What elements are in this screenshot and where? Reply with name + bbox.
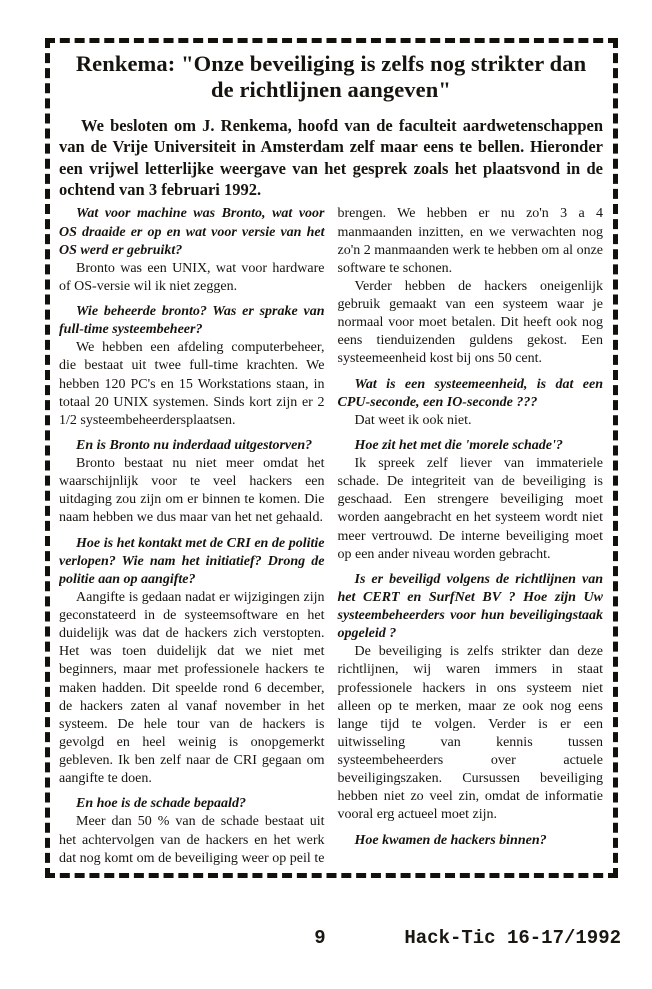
answer-paragraph: We hebben een afdeling computerbeheer, die bestaat uit twee full-time krachten. We hebben 120 PC's en 15 Workstations staan, in totaal 20 UNIX systemen. Sinds kort zijn er 2 1/2 systeembeheerdersplaatsen. (59, 340, 325, 428)
footer-journal-title: Hack-Tic 16-17/1992 (404, 927, 621, 949)
question-paragraph: En hoe is de schade bepaald? (76, 796, 246, 812)
question-paragraph: Wie beheerde bronto? Was er sprake van full-time systeembeheer? (59, 304, 325, 338)
question-paragraph: Hoe is het kontakt met de CRI en de politie verlopen? Wie nam het initiatief? Drong de politie aan op aangifte? (59, 535, 325, 587)
question-paragraph: Wat is een systeemeenheid, is dat een CPU-seconde, een IO-seconde ??? (337, 376, 603, 410)
article-intro: We besloten om J. Renkema, hoofd van de faculteit aardwetenschappen van de Vrije Universiteit in Amsterdam zelf maar eens te bellen. Hieronder een vrijwel letterlijke weergave van het gesprek zoals het plaatsvond in de ochtend van 3 februari 1992. (59, 115, 603, 199)
footer-page-number: 9 (314, 927, 326, 949)
answer-paragraph: Meer dan 50 % van de schade bestaat uit het achtervolgen van de hackers en het werk dat nog komt om de beveiliging weer op peil te brengen. We hebben er nu zo'n 3 a 4 manmaanden inzitten, en we verwachten nog zo'n 2 manmaanden werk te hebben om al onze software te schonen. (59, 206, 603, 866)
answer-paragraph: Bronto was een UNIX, wat voor hardware of OS-versie wil ik niet zeggen. (59, 260, 325, 294)
answer-paragraph: Aangifte is gedaan nadat er wijzigingen zijn geconstateerd in de systeemsoftware en het duidelijk was dat de hackers zich verstopten. Het was toen duidelijk dat we niet met beginners, maar met professionele hackers te maken hadden. Dit speelde rond 6 december, de hackers zaten al vanaf november in het systeem. De hele tour van de hackers is gevolgd en heel weinig is onopgemerkt gebleven. Ik ben zelf naar de CRI gegaan om aangifte te doen. (59, 589, 325, 787)
question-paragraph: Is er beveiligd volgens de richtlijnen van het CERT en SurfNet BV ? Hoe zijn Uw systeembeheerders voor hun beveiligingstaak opgeleid ? (337, 571, 603, 642)
interview-columns (59, 205, 603, 869)
article-border-box (45, 38, 618, 878)
answer-paragraph: Dat weet ik ook niet. (354, 412, 472, 428)
page-footer (0, 927, 652, 951)
answer-paragraph: Verder hebben de hackers oneigenlijk gebruik gemaakt van een systeem waar je normaal voor moet betalen. Dit heeft ook nog eens tienduizenden guldens gekost. Een systeemeenheid kost bij ons 50 cent. (337, 278, 603, 367)
answer-paragraph: De beveiliging is zelfs strikter dan deze richtlijnen, wij waren immers in staat professionele hackers in ons systeem niet alleen op te merken, maar ze ook nog eens lange tijd te volgen. Verder is er een uitwisseling van kennis tussen systeembeheerders over actuele beveiligingszaken. Cursussen beveiliging hebben niet zo veel zin, omdat de informatie vooral erg actueel moet zijn. (337, 644, 603, 823)
question-paragraph: Hoe zit het met die 'morele schade'? (354, 437, 563, 453)
article-title: Renkema: "Onze beveiliging is zelfs nog strikter dan de richtlijnen aangeven" (75, 51, 587, 103)
question-paragraph: Wat voor machine was Bronto, wat voor OS draaide er op en wat voor versie van het OS werd er gebruikt? (59, 206, 325, 258)
question-paragraph: En is Bronto nu inderdaad uitgestorven? (76, 437, 313, 453)
question-paragraph: Hoe kwamen de hackers binnen? (354, 832, 547, 848)
answer-paragraph: Bronto bestaat nu niet meer omdat het waarschijnlijk voor te veel hackers een uitdaging zou zijn om er binnen te komen. Die naam hebben we dus maar van het net gehaald. (59, 456, 325, 526)
answer-paragraph: Ik spreek zelf liever van immateriele schade. De integriteit van de beveiliging is geschaad. Een strengere beveiliging moet worden aangebracht en het systeem wordt niet meer vertrouwd. De interne beveiliging moet op een ander niveau worden gebracht. (337, 456, 603, 562)
